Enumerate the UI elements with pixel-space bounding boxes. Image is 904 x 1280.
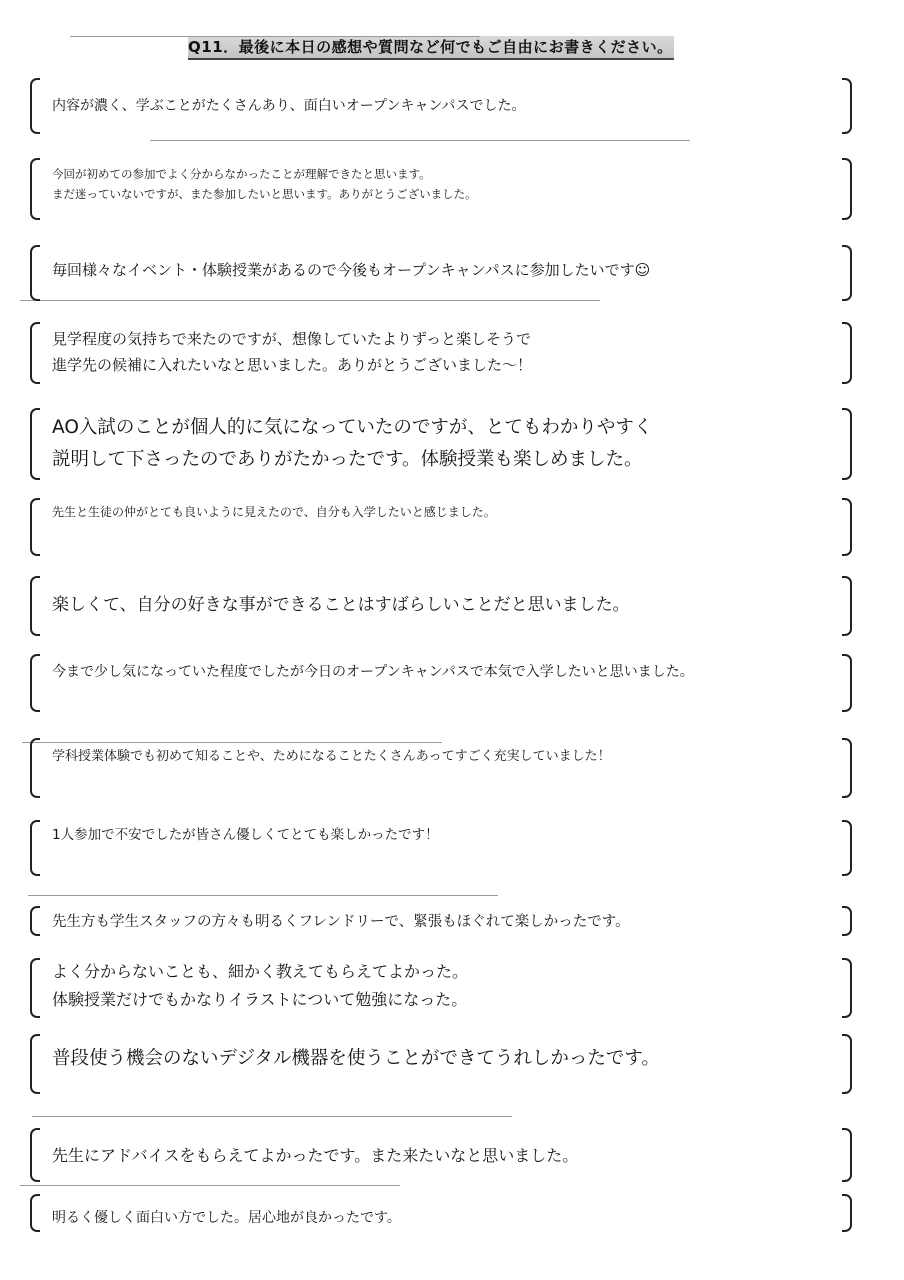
right-bracket [842,576,852,636]
answer-box-12 [30,958,852,1018]
left-bracket [30,820,40,876]
right-bracket [842,1034,852,1094]
answer-line: 明るく優しく面白い方でした。居心地が良かったです。 [52,1210,401,1226]
answer-text [52,958,834,1014]
right-bracket [842,245,852,301]
right-bracket [842,738,852,798]
answer-text [52,164,834,204]
answer-text [52,255,834,285]
answer-text [52,1140,834,1172]
left-bracket [30,906,40,936]
answer-box-15 [30,1194,852,1232]
question-heading: Q11．最後に本日の感想や質問など何でもご自由にお書きください。 [188,36,674,60]
answer-box-13 [30,1034,852,1094]
answer-box-8 [30,654,852,712]
left-bracket [30,498,40,556]
right-bracket [842,498,852,556]
answer-line: 学科授業体験でも初めて知ることや、ためになることたくさんあってすごく充実していました！ [52,749,611,764]
left-bracket [30,1194,40,1232]
answer-line: 先生と生徒の仲がとても良いように見えたので、自分も入学したいと感じました。 [52,505,496,519]
answer-box-10 [30,820,852,876]
right-bracket [842,958,852,1018]
right-bracket [842,408,852,480]
separator-rule [20,1185,400,1186]
answer-box-3 [30,245,852,301]
right-bracket [842,78,852,134]
left-bracket [30,78,40,134]
answer-text [52,92,834,120]
left-bracket [30,245,40,301]
right-bracket [842,820,852,876]
answer-box-1 [30,78,852,134]
answer-box-11 [30,906,852,936]
answer-box-6 [30,498,852,556]
answer-line: まだ迷っていないですが、また参加したいと思います。ありがとうございました。 [52,187,477,201]
answer-line: 説明して下さったのでありがたかったです。体験授業も楽しめました。 [52,449,643,470]
answer-text [52,1204,834,1232]
separator-rule [28,895,498,896]
left-bracket [30,576,40,636]
answer-line: 先生方も学生スタッフの方々も明るくフレンドリーで、緊張もほぐれて楽しかったです。 [52,914,630,930]
left-bracket [30,958,40,1018]
answer-line: AO入試のことが個人的に気になっていたのですが、とてもわかりやすく [52,417,653,438]
separator-rule [70,36,480,37]
answer-text [52,326,834,378]
left-bracket [30,408,40,480]
answer-text [52,822,834,849]
left-bracket [30,1034,40,1094]
right-bracket [842,654,852,712]
right-bracket [842,1128,852,1182]
answer-line: 見学程度の気持ちで来たのですが、想像していたよりずっと楽しそうで [52,330,531,348]
answer-text [52,1040,834,1077]
left-bracket [30,654,40,712]
answer-text [52,412,834,476]
answer-line: よく分からないことも、細かく教えてもらえてよかった。 [52,962,469,981]
answer-text [52,908,834,937]
answer-line: 今回が初めての参加でよく分からなかったことが理解できたと思います。 [52,167,431,181]
answer-text [52,500,834,524]
right-bracket [842,158,852,220]
answer-box-2 [30,158,852,220]
answer-line: 1人参加で不安でしたが皆さん優しくてとても楽しかったです！ [52,827,439,843]
answer-line: 体験授業だけでもかなりイラストについて勉強になった。 [52,990,468,1009]
answer-text [52,588,834,622]
answer-text [52,744,834,770]
answer-line: 今まで少し気になっていた程度でしたが今日のオープンキャンパスで本気で入学したいと思いました。 [52,664,694,680]
answer-line: 楽しくて、自分の好きな事ができることはすばらしいことだと思いました。 [52,595,630,615]
right-bracket [842,322,852,384]
left-bracket [30,158,40,220]
separator-rule [32,1116,512,1117]
right-bracket [842,906,852,936]
answer-text [52,658,834,686]
left-bracket [30,738,40,798]
answer-box-5 [30,408,852,480]
answer-box-9 [30,738,852,798]
answer-box-7 [30,576,852,636]
separator-rule [150,140,690,141]
left-bracket [30,322,40,384]
answer-line: 先生にアドバイスをもらえてよかったです。また来たいなと思いました。 [52,1146,579,1165]
answer-box-14 [30,1128,852,1182]
left-bracket [30,1128,40,1182]
answer-line: 毎回様々なイベント・体験授業があるので今後もオープンキャンパスに参加したいです☺ [52,261,651,279]
answer-line: 内容が濃く、学ぶことがたくさんあり、面白いオープンキャンパスでした。 [52,98,526,114]
right-bracket [842,1194,852,1232]
answer-line: 進学先の候補に入れたいなと思いました。ありがとうございました～！ [52,356,533,374]
answer-line: 普段使う機会のないデジタル機器を使うことができてうれしかったです。 [52,1048,660,1069]
answer-box-4 [30,322,852,384]
